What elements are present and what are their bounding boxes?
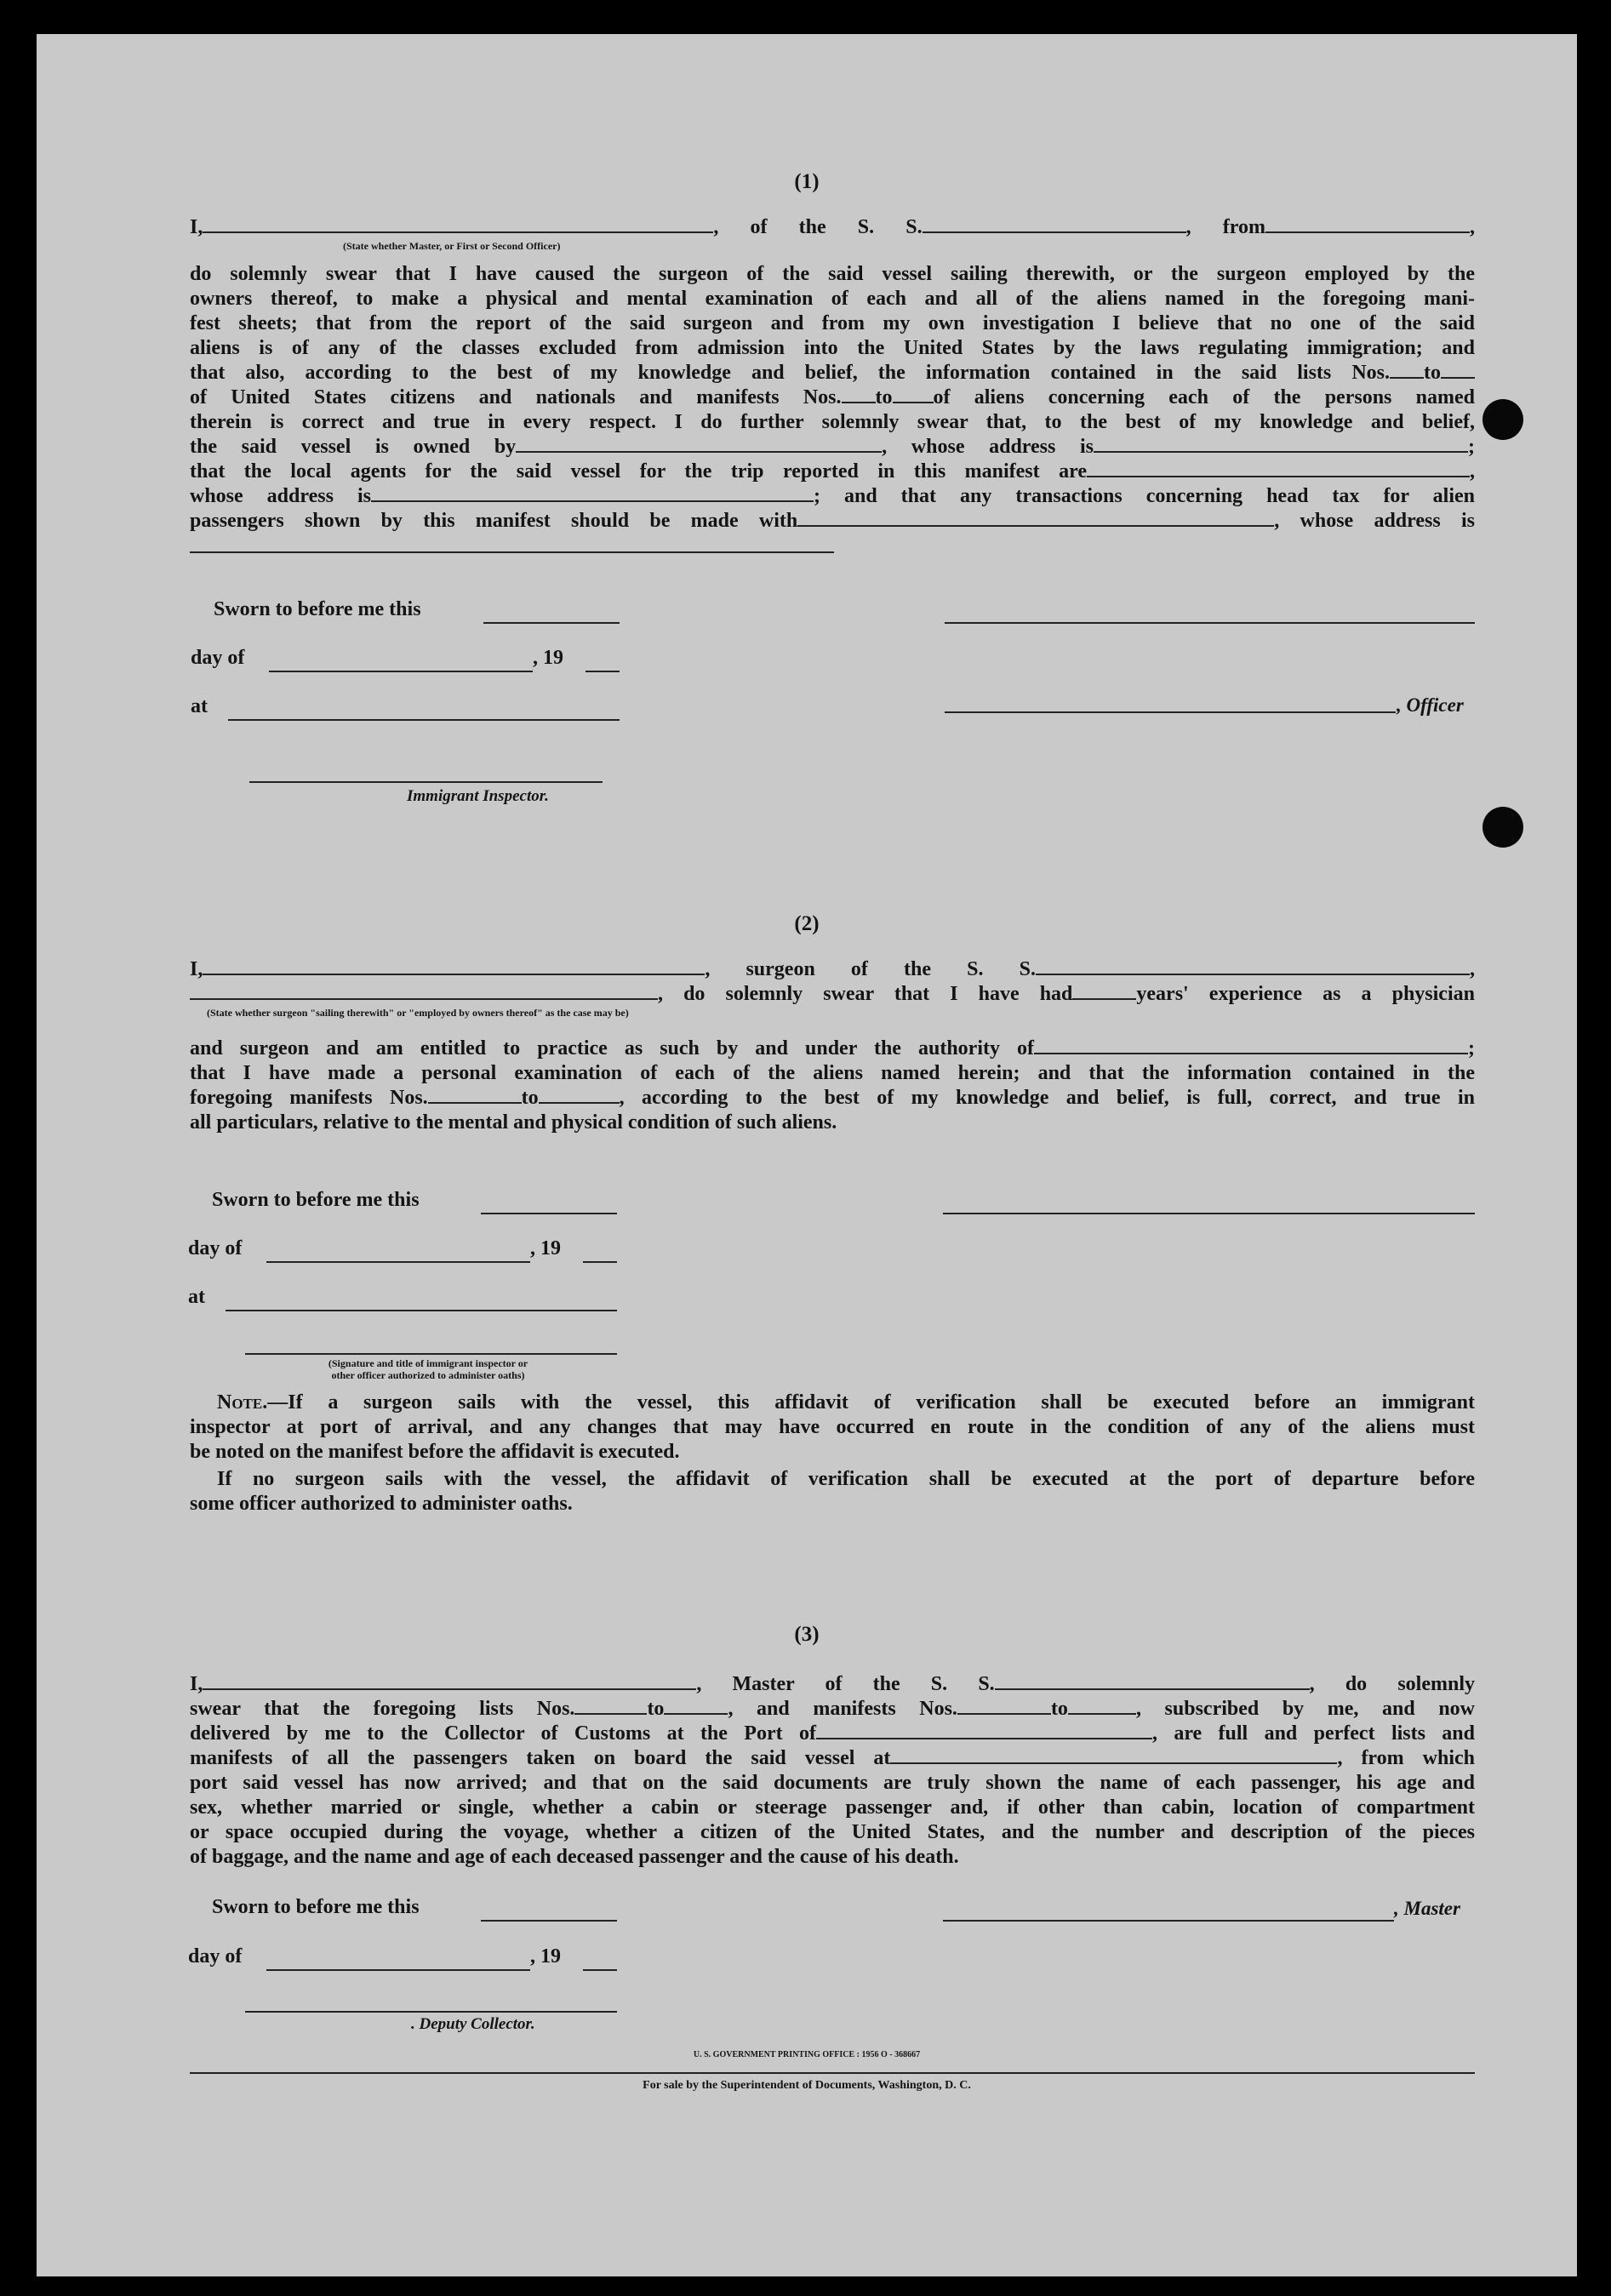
s3-manifests-from-blank[interactable] — [957, 1698, 1051, 1715]
note-line-4 — [190, 1467, 1475, 1492]
text: , — [1470, 216, 1475, 238]
text: , do solemnly — [1309, 1673, 1475, 1695]
s3-day-blank[interactable] — [266, 1969, 530, 1971]
inspector-signature-blank[interactable] — [249, 781, 603, 783]
text: , — [1470, 460, 1475, 483]
text: to — [875, 386, 893, 408]
s3-sworn-label: Sworn to before me this — [212, 1896, 420, 1918]
text: do solemnly swear that I have caused the surgeon of the said vessel sailing therewith, or the surgeon employed by the — [190, 263, 1475, 285]
text: to — [1424, 362, 1441, 384]
text: , and manifests Nos. — [728, 1698, 957, 1720]
text: , whose address is — [1274, 510, 1475, 532]
text: , surgeon of the S. S. — [705, 958, 1036, 980]
text: , — [1470, 958, 1475, 980]
text: ; — [1468, 1037, 1475, 1059]
section-3-number: (3) — [794, 1623, 820, 1646]
lists-from-blank[interactable] — [1390, 362, 1424, 379]
printing-office-line: U. S. GOVERNMENT PRINTING OFFICE : 1956 O - 368667 — [693, 2050, 921, 2059]
s2-line-1 — [190, 957, 1475, 982]
text: some officer authorized to administer oaths. — [190, 1493, 573, 1515]
boarding-port-blank[interactable] — [890, 1747, 1337, 1764]
text: sex, whether married or single, whether a cabin or steerage passenger and, if other than cabin, location of compartment — [190, 1796, 1475, 1819]
s3-line-2 — [190, 1697, 1475, 1722]
s1-day-blank[interactable] — [269, 671, 533, 672]
note-line: (Signature and title of immigrant inspector or — [328, 1357, 528, 1369]
s2-ship-name-blank[interactable] — [1036, 958, 1470, 975]
s1-line-4 — [190, 311, 1475, 336]
s1-line-3 — [190, 287, 1475, 311]
text: or space occupied during the voyage, whether a citizen of the United States, and the number and description of the pieces — [190, 1821, 1475, 1843]
lists-to-blank[interactable] — [1441, 362, 1475, 379]
port-blank[interactable] — [816, 1722, 1152, 1739]
footer-rule — [190, 2072, 1475, 2074]
text: I, — [190, 216, 203, 238]
note-line-3 — [190, 1440, 1475, 1465]
immigrant-inspector-label: Immigrant Inspector. — [407, 787, 549, 805]
text: ; — [1467, 436, 1475, 458]
s1-line-1 — [190, 215, 1475, 240]
s3-lists-from-blank[interactable] — [574, 1698, 647, 1715]
text: that the local agents for the said vessel for the trip reported in this manifest are — [190, 460, 1087, 483]
s2-year-blank[interactable] — [583, 1261, 617, 1263]
text: —If a surgeon sails with the vessel, this affidavit of verification shall be executed before an immigrant — [267, 1391, 1475, 1414]
text: therein is correct and true in every respect. I do further solemnly swear that, to the best of my knowledge and belief, — [190, 411, 1475, 433]
text: , are full and perfect lists and — [1151, 1722, 1476, 1745]
s3-line-8 — [190, 1845, 1475, 1870]
text: I, — [190, 958, 203, 980]
text: to — [1050, 1698, 1068, 1720]
s2-at-blank[interactable] — [226, 1310, 617, 1311]
ship-name-blank[interactable] — [923, 216, 1186, 233]
text: port said vessel has now arrived; and that on the said documents are truly shown the name of each passenger, his age and — [190, 1772, 1475, 1794]
text: aliens is of any of the classes excluded from admission into the United States by the laws regulating immigration; and — [190, 337, 1475, 359]
s2-line-3 — [190, 1037, 1475, 1061]
owner-address-blank[interactable] — [1094, 436, 1468, 453]
text: inspector at port of arrival, and any changes that may have occurred en route in the condition of any of the aliens must — [190, 1416, 1475, 1438]
note-line-2 — [190, 1415, 1475, 1440]
text: of aliens concerning each of the persons named — [933, 386, 1475, 408]
text: years' experience as a physician — [1136, 983, 1475, 1005]
officer-name-blank[interactable] — [203, 216, 713, 233]
s2-line-6 — [190, 1111, 1475, 1135]
owner-blank[interactable] — [516, 436, 882, 453]
s3-year-label: , 19 — [530, 1945, 561, 1968]
s2-line-2 — [190, 982, 1475, 1007]
s1-day-of-label: day of — [191, 647, 245, 669]
officer-label: , Officer — [1397, 694, 1464, 716]
s2-line-4 — [190, 1061, 1475, 1086]
for-sale-line: For sale by the Superintendent of Documents, Washington, D. C. — [643, 2079, 971, 2092]
from-port-blank[interactable] — [1265, 216, 1470, 233]
text: of baggage, and the name and age of each deceased passenger and the cause of his death. — [190, 1846, 959, 1868]
manifests-to-blank[interactable] — [893, 386, 934, 403]
s1-line-10 — [190, 460, 1475, 484]
s3-day-of-label: day of — [188, 1945, 243, 1968]
s2-line-5 — [190, 1086, 1475, 1111]
s1-line-2 — [190, 262, 1475, 287]
master-name-blank[interactable] — [203, 1673, 696, 1690]
s3-sworn-date-blank[interactable] — [481, 1920, 617, 1922]
text: ; and that any transactions concerning head tax for alien — [813, 485, 1476, 507]
s1-year-label: , 19 — [533, 647, 563, 669]
text: be noted on the manifest before the affidavit is executed. — [190, 1441, 680, 1463]
s2-manifests-to-blank[interactable] — [539, 1087, 620, 1104]
text: , from — [1185, 216, 1265, 238]
text: , do solemnly swear that I have had — [658, 983, 1073, 1005]
text: , Master of the S. S. — [696, 1673, 995, 1695]
text: of United States citizens and nationals and manifests Nos. — [190, 386, 842, 408]
officer-rank-note: (State whether Master, or First or Second Officer) — [343, 240, 561, 252]
s1-sworn-label: Sworn to before me this — [214, 598, 421, 620]
years-experience-blank[interactable] — [1072, 983, 1136, 1000]
s3-line-4 — [190, 1746, 1475, 1771]
deputy-collector-label: . Deputy Collector. — [411, 2015, 535, 2033]
s3-line-3 — [190, 1722, 1475, 1746]
s3-year-blank[interactable] — [583, 1969, 617, 1971]
section-1-number: (1) — [794, 170, 820, 193]
text: passengers shown by this manifest should be made with — [190, 510, 798, 532]
s1-line-7 — [190, 386, 1475, 410]
s1-line-6 — [190, 361, 1475, 386]
section-2-number: (2) — [794, 912, 820, 935]
s2-at-label: at — [188, 1286, 205, 1308]
text: manifests of all the passengers taken on board the said vessel at — [190, 1747, 891, 1769]
s2-manifests-from-blank[interactable] — [428, 1087, 522, 1104]
s1-sworn-date-blank[interactable] — [483, 622, 620, 624]
note-line-5 — [190, 1492, 1475, 1516]
note-line-1 — [190, 1391, 1475, 1415]
s2-sworn-label: Sworn to before me this — [212, 1189, 420, 1211]
manifests-from-blank[interactable] — [842, 386, 876, 403]
s3-manifests-to-blank[interactable] — [1068, 1698, 1136, 1715]
s1-line-8 — [190, 410, 1475, 435]
text: to — [647, 1698, 665, 1720]
s2-day-blank[interactable] — [266, 1261, 530, 1263]
text: delivered by me to the Collector of Customs at the Port of — [190, 1722, 816, 1745]
s3-ship-name-blank[interactable] — [995, 1673, 1310, 1690]
surgeon-name-blank[interactable] — [203, 958, 705, 975]
master-label: , Master — [1394, 1898, 1460, 1919]
s2-inspector-signature-blank[interactable] — [245, 1353, 617, 1355]
s1-at-blank[interactable] — [228, 719, 620, 721]
text: swear that the foregoing lists Nos. — [190, 1698, 575, 1720]
text: , according to the best of my knowledge and belief, is full, correct, and true in — [619, 1087, 1475, 1109]
s2-day-of-label: day of — [188, 1237, 243, 1259]
authority-blank[interactable] — [1034, 1037, 1468, 1054]
s3-lists-to-blank[interactable] — [664, 1698, 728, 1715]
note-label: Note. — [217, 1391, 268, 1414]
s1-officer-signature-blank[interactable] — [945, 622, 1475, 624]
manifest-affidavit-page — [37, 34, 1577, 2276]
head-tax-address-blank[interactable] — [190, 551, 834, 553]
s1-line-12 — [190, 509, 1475, 534]
s3-line-6 — [190, 1796, 1475, 1820]
text: I, — [190, 1673, 203, 1695]
text: , subscribed by me, and now — [1135, 1698, 1475, 1720]
s3-line-1 — [190, 1672, 1475, 1697]
text: all particulars, relative to the mental and physical condition of such aliens. — [190, 1111, 837, 1134]
note-line: other officer authorized to administer oaths) — [331, 1369, 525, 1381]
s1-line-9 — [190, 435, 1475, 460]
s2-year-label: , 19 — [530, 1237, 561, 1259]
s1-line-5 — [190, 336, 1475, 361]
s3-line-7 — [190, 1820, 1475, 1845]
text: If no surgeon sails with the vessel, the affidavit of verification shall be executed at the port of departure before — [217, 1468, 1475, 1490]
s1-officer-blank[interactable] — [945, 711, 1396, 713]
text: whose address is — [190, 485, 371, 507]
master-signature-blank[interactable] — [943, 1920, 1394, 1922]
text: fest sheets; that from the report of the said surgeon and from my own investigation I believe that no one of the said — [190, 312, 1475, 334]
s2-sworn-date-blank[interactable] — [481, 1213, 617, 1214]
text: , from which — [1337, 1747, 1476, 1769]
text: , whose address is — [882, 436, 1094, 458]
punch-hole — [1482, 399, 1523, 440]
surgeon-status-note: (State whether surgeon "sailing therewith" or "employed by owners thereof" as the case may be) — [207, 1007, 629, 1019]
text: the said vessel is owned by — [190, 436, 517, 458]
s3-line-5 — [190, 1771, 1475, 1796]
text: that also, according to the best of my knowledge and belief, the information contained in the said lists Nos. — [190, 362, 1390, 384]
text: and surgeon and am entitled to practice as such by and under the authority of — [190, 1037, 1034, 1059]
text: foregoing manifests Nos. — [190, 1087, 428, 1109]
local-agents-blank[interactable] — [1087, 460, 1470, 477]
signature-title-note — [254, 1357, 603, 1381]
agents-address-blank[interactable] — [371, 485, 814, 502]
head-tax-party-blank[interactable] — [797, 510, 1274, 527]
s2-surgeon-signature-blank[interactable] — [943, 1213, 1475, 1214]
text: that I have made a personal examination of each of the aliens named herein; and that the information contained in the — [190, 1062, 1475, 1084]
deputy-collector-signature-blank[interactable] — [245, 2011, 617, 2013]
surgeon-status-blank[interactable] — [190, 983, 658, 1000]
s1-at-label: at — [191, 695, 208, 717]
text: owners thereof, to make a physical and mental examination of each and all of the aliens named in the foregoing mani- — [190, 288, 1475, 310]
punch-hole — [1482, 807, 1523, 848]
text: , of the S. S. — [713, 216, 923, 238]
s1-year-blank[interactable] — [586, 671, 620, 672]
s1-line-11 — [190, 484, 1475, 509]
text: to — [521, 1087, 539, 1109]
